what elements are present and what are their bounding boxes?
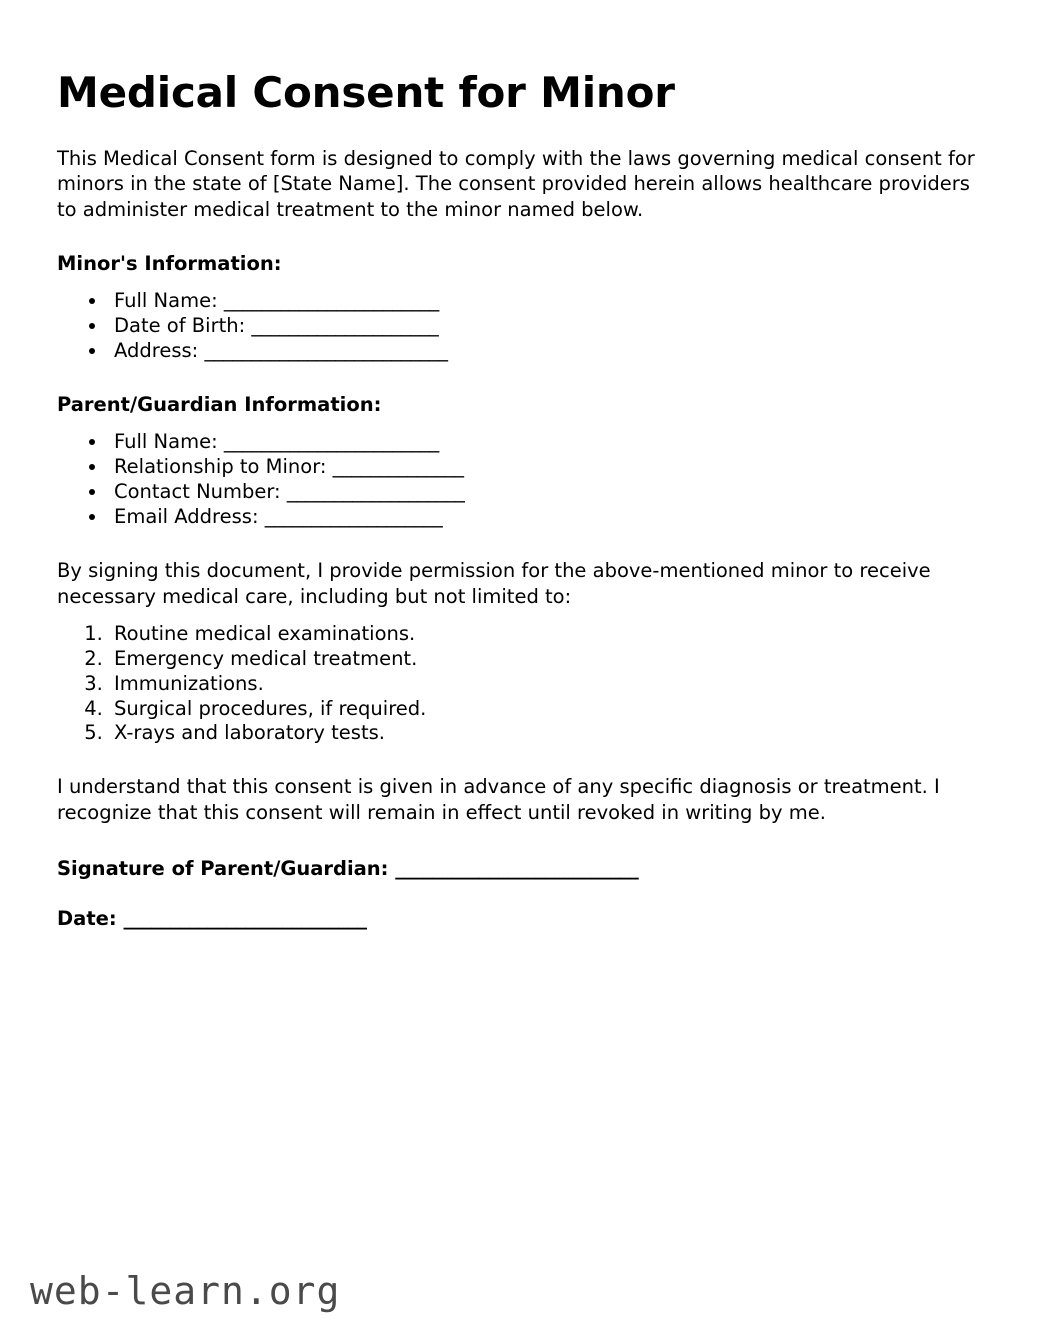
minor-information-fields — [57, 289, 977, 364]
field-blank[interactable]: ___________________ — [264, 504, 443, 528]
list-item — [108, 430, 977, 455]
list-item — [108, 505, 977, 530]
list-item — [108, 314, 977, 339]
guardian-information-fields — [57, 430, 977, 530]
list-item: 1. Routine medical examinations. — [109, 622, 977, 647]
covered-care-list — [57, 622, 977, 747]
list-item: 5. X-rays and laboratory tests. — [109, 721, 977, 746]
field-label: Email Address: — [114, 504, 259, 528]
field-blank[interactable]: _______________________ — [223, 430, 439, 454]
field-label: Full Name: — [114, 430, 218, 454]
site-watermark: web-learn.org — [30, 1269, 341, 1313]
field-blank[interactable]: ___________________ — [286, 479, 465, 503]
guardian-information-heading: Parent/Guardian Information: — [57, 393, 382, 417]
permission-paragraph: By signing this document, I provide permission for the above-mentioned minor to receive necessary medical care, including but not limited to: — [57, 558, 931, 608]
list-item — [108, 455, 977, 480]
field-label: Address: — [114, 339, 199, 363]
page-title: Medical Consent for Minor — [57, 68, 675, 117]
field-label: Full Name: — [114, 289, 218, 313]
list-item — [108, 339, 977, 364]
date-blank[interactable]: __________________________ — [123, 907, 367, 931]
date-field — [57, 906, 977, 932]
signature-label: Signature of Parent/Guardian: — [57, 857, 389, 881]
field-blank[interactable]: ____________________ — [251, 314, 439, 338]
list-item: 4. Surgical procedures, if required. — [109, 697, 977, 722]
field-blank[interactable]: __________________________ — [204, 339, 448, 363]
intro-paragraph: This Medical Consent form is designed to comply with the laws governing medical consent for minors in the state of [State Name]. The consent provided herein allows healthcare providers to administer medical treatment to the minor named below. — [57, 146, 975, 222]
minor-information-heading: Minor's Information: — [57, 252, 282, 276]
signature-blank[interactable]: __________________________ — [395, 857, 639, 881]
list-item — [108, 289, 977, 314]
date-label: Date: — [57, 907, 117, 931]
field-label: Contact Number: — [114, 479, 281, 503]
list-item: 2. Emergency medical treatment. — [109, 647, 977, 672]
document-content — [57, 0, 977, 932]
list-item: 3. Immunizations. — [109, 672, 977, 697]
signature-field — [57, 856, 977, 882]
list-item — [108, 480, 977, 505]
field-label: Date of Birth: — [114, 314, 246, 338]
understanding-paragraph: I understand that this consent is given in advance of any specific diagnosis or treatment. I recognize that this consent will remain in effect until revoked in writing by me. — [57, 775, 940, 825]
field-blank[interactable]: _______________________ — [223, 289, 439, 313]
field-blank[interactable]: ______________ — [332, 454, 464, 478]
field-label: Relationship to Minor: — [114, 454, 327, 478]
